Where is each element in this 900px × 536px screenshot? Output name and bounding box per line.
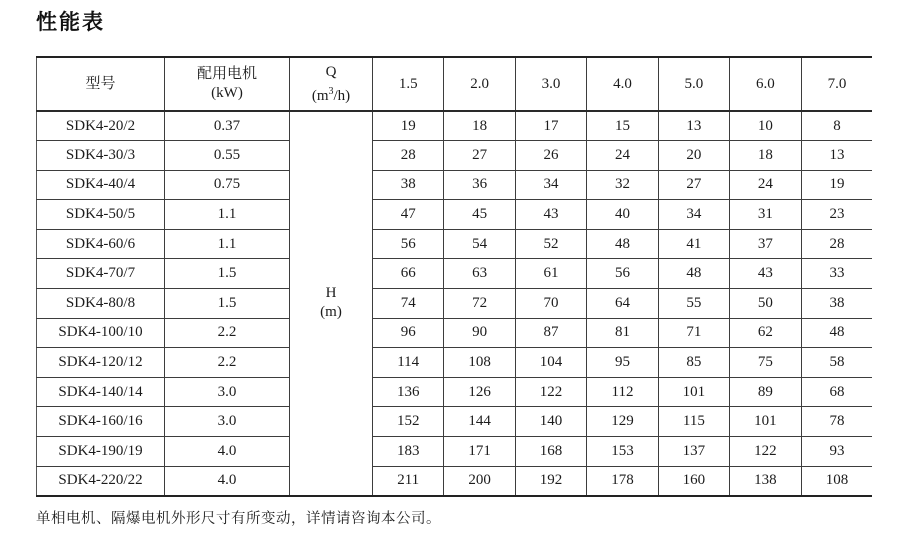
cell-head-value: 112 bbox=[587, 377, 658, 407]
page-title: 性能表 bbox=[36, 11, 105, 34]
table-row bbox=[37, 170, 873, 200]
cell-head-value: 15 bbox=[587, 111, 658, 141]
h-unit: (m) bbox=[320, 304, 342, 321]
cell-head-value: 115 bbox=[658, 407, 729, 437]
cell-head-value: 178 bbox=[587, 466, 658, 496]
table-body bbox=[37, 111, 873, 496]
cell-head-value: 85 bbox=[658, 348, 729, 378]
cell-head-label bbox=[290, 111, 373, 496]
cell-head-value: 48 bbox=[801, 318, 872, 348]
cell-head-value: 93 bbox=[801, 437, 872, 467]
cell-head-value: 75 bbox=[730, 348, 801, 378]
cell-head-value: 32 bbox=[587, 170, 658, 200]
cell-head-value: 70 bbox=[515, 289, 586, 319]
cell-head-value: 56 bbox=[373, 229, 444, 259]
cell-model: SDK4-80/8 bbox=[37, 289, 165, 319]
cell-model: SDK4-50/5 bbox=[37, 200, 165, 230]
cell-head-value: 37 bbox=[730, 229, 801, 259]
cell-head-value: 27 bbox=[658, 170, 729, 200]
cell-head-value: 38 bbox=[373, 170, 444, 200]
cell-head-value: 200 bbox=[444, 466, 515, 496]
cell-head-value: 41 bbox=[658, 229, 729, 259]
cell-motor-kw: 0.37 bbox=[165, 111, 290, 141]
cell-head-value: 81 bbox=[587, 318, 658, 348]
cell-head-value: 45 bbox=[444, 200, 515, 230]
cell-model: SDK4-60/6 bbox=[37, 229, 165, 259]
cell-head-value: 122 bbox=[515, 377, 586, 407]
cell-motor-kw: 1.1 bbox=[165, 200, 290, 230]
cell-motor-kw: 3.0 bbox=[165, 377, 290, 407]
cell-model: SDK4-70/7 bbox=[37, 259, 165, 289]
header-motor-unit: (kW) bbox=[211, 85, 243, 101]
cell-head-value: 101 bbox=[730, 407, 801, 437]
cell-motor-kw: 3.0 bbox=[165, 407, 290, 437]
cell-head-value: 38 bbox=[801, 289, 872, 319]
cell-head-value: 10 bbox=[730, 111, 801, 141]
cell-model: SDK4-30/3 bbox=[37, 141, 165, 171]
cell-head-value: 192 bbox=[515, 466, 586, 496]
cell-head-value: 52 bbox=[515, 229, 586, 259]
cell-head-value: 114 bbox=[373, 348, 444, 378]
cell-head-value: 13 bbox=[658, 111, 729, 141]
cell-motor-kw: 4.0 bbox=[165, 437, 290, 467]
cell-head-value: 137 bbox=[658, 437, 729, 467]
cell-head-value: 140 bbox=[515, 407, 586, 437]
cell-head-value: 48 bbox=[587, 229, 658, 259]
cell-motor-kw: 1.5 bbox=[165, 289, 290, 319]
cell-motor-kw: 1.1 bbox=[165, 229, 290, 259]
cell-head-value: 171 bbox=[444, 437, 515, 467]
q-symbol: Q bbox=[325, 63, 337, 80]
cell-head-value: 28 bbox=[801, 229, 872, 259]
table-row bbox=[37, 259, 873, 289]
cell-head-value: 136 bbox=[373, 377, 444, 407]
header-motor-label: 配用电机 bbox=[196, 66, 257, 82]
table-row bbox=[37, 466, 873, 496]
header-flow-value: 7.0 bbox=[801, 57, 872, 111]
header-motor bbox=[165, 57, 290, 111]
cell-head-value: 24 bbox=[587, 141, 658, 171]
cell-model: SDK4-160/16 bbox=[37, 407, 165, 437]
cell-head-value: 55 bbox=[658, 289, 729, 319]
table-row bbox=[37, 200, 873, 230]
cell-head-value: 68 bbox=[801, 377, 872, 407]
cell-head-value: 13 bbox=[801, 141, 872, 171]
cell-motor-kw: 0.75 bbox=[165, 170, 290, 200]
table-row bbox=[37, 141, 873, 171]
cell-motor-kw: 2.2 bbox=[165, 348, 290, 378]
table-row bbox=[37, 377, 873, 407]
cell-head-value: 153 bbox=[587, 437, 658, 467]
cell-head-value: 62 bbox=[730, 318, 801, 348]
cell-head-value: 18 bbox=[444, 111, 515, 141]
header-flow-value: 3.0 bbox=[515, 57, 586, 111]
cell-head-value: 108 bbox=[444, 348, 515, 378]
cell-model: SDK4-120/12 bbox=[37, 348, 165, 378]
cell-head-value: 126 bbox=[444, 377, 515, 407]
header-flow-value: 6.0 bbox=[730, 57, 801, 111]
cell-head-value: 19 bbox=[801, 170, 872, 200]
table-row bbox=[37, 229, 873, 259]
header-flow-value: 5.0 bbox=[658, 57, 729, 111]
cell-head-value: 95 bbox=[587, 348, 658, 378]
cell-head-value: 183 bbox=[373, 437, 444, 467]
header-flow-value: 1.5 bbox=[373, 57, 444, 111]
cell-head-value: 8 bbox=[801, 111, 872, 141]
cell-head-value: 63 bbox=[444, 259, 515, 289]
cell-head-value: 66 bbox=[373, 259, 444, 289]
cell-head-value: 31 bbox=[730, 200, 801, 230]
cell-head-value: 87 bbox=[515, 318, 586, 348]
cell-head-value: 43 bbox=[730, 259, 801, 289]
cell-motor-kw: 1.5 bbox=[165, 259, 290, 289]
cell-head-value: 27 bbox=[444, 141, 515, 171]
h-symbol: H bbox=[325, 285, 337, 302]
cell-head-value: 64 bbox=[587, 289, 658, 319]
cell-head-value: 54 bbox=[444, 229, 515, 259]
cell-model: SDK4-220/22 bbox=[37, 466, 165, 496]
cell-head-value: 48 bbox=[658, 259, 729, 289]
cell-head-value: 26 bbox=[515, 141, 586, 171]
cell-head-value: 78 bbox=[801, 407, 872, 437]
cell-head-value: 23 bbox=[801, 200, 872, 230]
cell-head-value: 122 bbox=[730, 437, 801, 467]
cell-head-value: 129 bbox=[587, 407, 658, 437]
cell-motor-kw: 4.0 bbox=[165, 466, 290, 496]
header-row bbox=[37, 57, 873, 111]
cell-head-value: 40 bbox=[587, 200, 658, 230]
table-row bbox=[37, 407, 873, 437]
cell-motor-kw: 0.55 bbox=[165, 141, 290, 171]
header-flow-value: 4.0 bbox=[587, 57, 658, 111]
cell-model: SDK4-190/19 bbox=[37, 437, 165, 467]
cell-head-value: 24 bbox=[730, 170, 801, 200]
table-row bbox=[37, 437, 873, 467]
cell-motor-kw: 2.2 bbox=[165, 318, 290, 348]
cell-model: SDK4-140/14 bbox=[37, 377, 165, 407]
cell-head-value: 74 bbox=[373, 289, 444, 319]
cell-head-value: 34 bbox=[515, 170, 586, 200]
cell-head-value: 58 bbox=[801, 348, 872, 378]
cell-head-value: 72 bbox=[444, 289, 515, 319]
cell-head-value: 96 bbox=[373, 318, 444, 348]
cell-head-value: 56 bbox=[587, 259, 658, 289]
table-row bbox=[37, 318, 873, 348]
cell-head-value: 138 bbox=[730, 466, 801, 496]
cell-head-value: 17 bbox=[515, 111, 586, 141]
cell-model: SDK4-20/2 bbox=[37, 111, 165, 141]
cell-head-value: 168 bbox=[515, 437, 586, 467]
q-unit: $(m^3/h)$ bbox=[311, 85, 351, 104]
cell-head-value: 89 bbox=[730, 377, 801, 407]
cell-head-value: 108 bbox=[801, 466, 872, 496]
cell-head-value: 61 bbox=[515, 259, 586, 289]
cell-head-value: 90 bbox=[444, 318, 515, 348]
table-row bbox=[37, 111, 873, 141]
table-row bbox=[37, 348, 873, 378]
cell-model: SDK4-100/10 bbox=[37, 318, 165, 348]
cell-head-value: 144 bbox=[444, 407, 515, 437]
cell-model: SDK4-40/4 bbox=[37, 170, 165, 200]
cell-head-value: 101 bbox=[658, 377, 729, 407]
cell-head-value: 20 bbox=[658, 141, 729, 171]
cell-head-value: 19 bbox=[373, 111, 444, 141]
table-row bbox=[37, 289, 873, 319]
cell-head-value: 211 bbox=[373, 466, 444, 496]
cell-head-value: 36 bbox=[444, 170, 515, 200]
footnote: 单相电机、隔爆电机外形尺寸有所变动，详情请咨询本公司。 bbox=[36, 510, 441, 527]
header-model: 型号 bbox=[37, 57, 165, 111]
cell-head-value: 33 bbox=[801, 259, 872, 289]
performance-table bbox=[36, 56, 872, 497]
cell-head-value: 160 bbox=[658, 466, 729, 496]
cell-head-value: 34 bbox=[658, 200, 729, 230]
cell-head-value: 43 bbox=[515, 200, 586, 230]
cell-head-value: 18 bbox=[730, 141, 801, 171]
cell-head-value: 71 bbox=[658, 318, 729, 348]
cell-head-value: 28 bbox=[373, 141, 444, 171]
cell-head-value: 50 bbox=[730, 289, 801, 319]
cell-head-value: 104 bbox=[515, 348, 586, 378]
cell-head-value: 152 bbox=[373, 407, 444, 437]
header-flow-q bbox=[290, 57, 373, 111]
cell-head-value: 47 bbox=[373, 200, 444, 230]
header-flow-value: 2.0 bbox=[444, 57, 515, 111]
